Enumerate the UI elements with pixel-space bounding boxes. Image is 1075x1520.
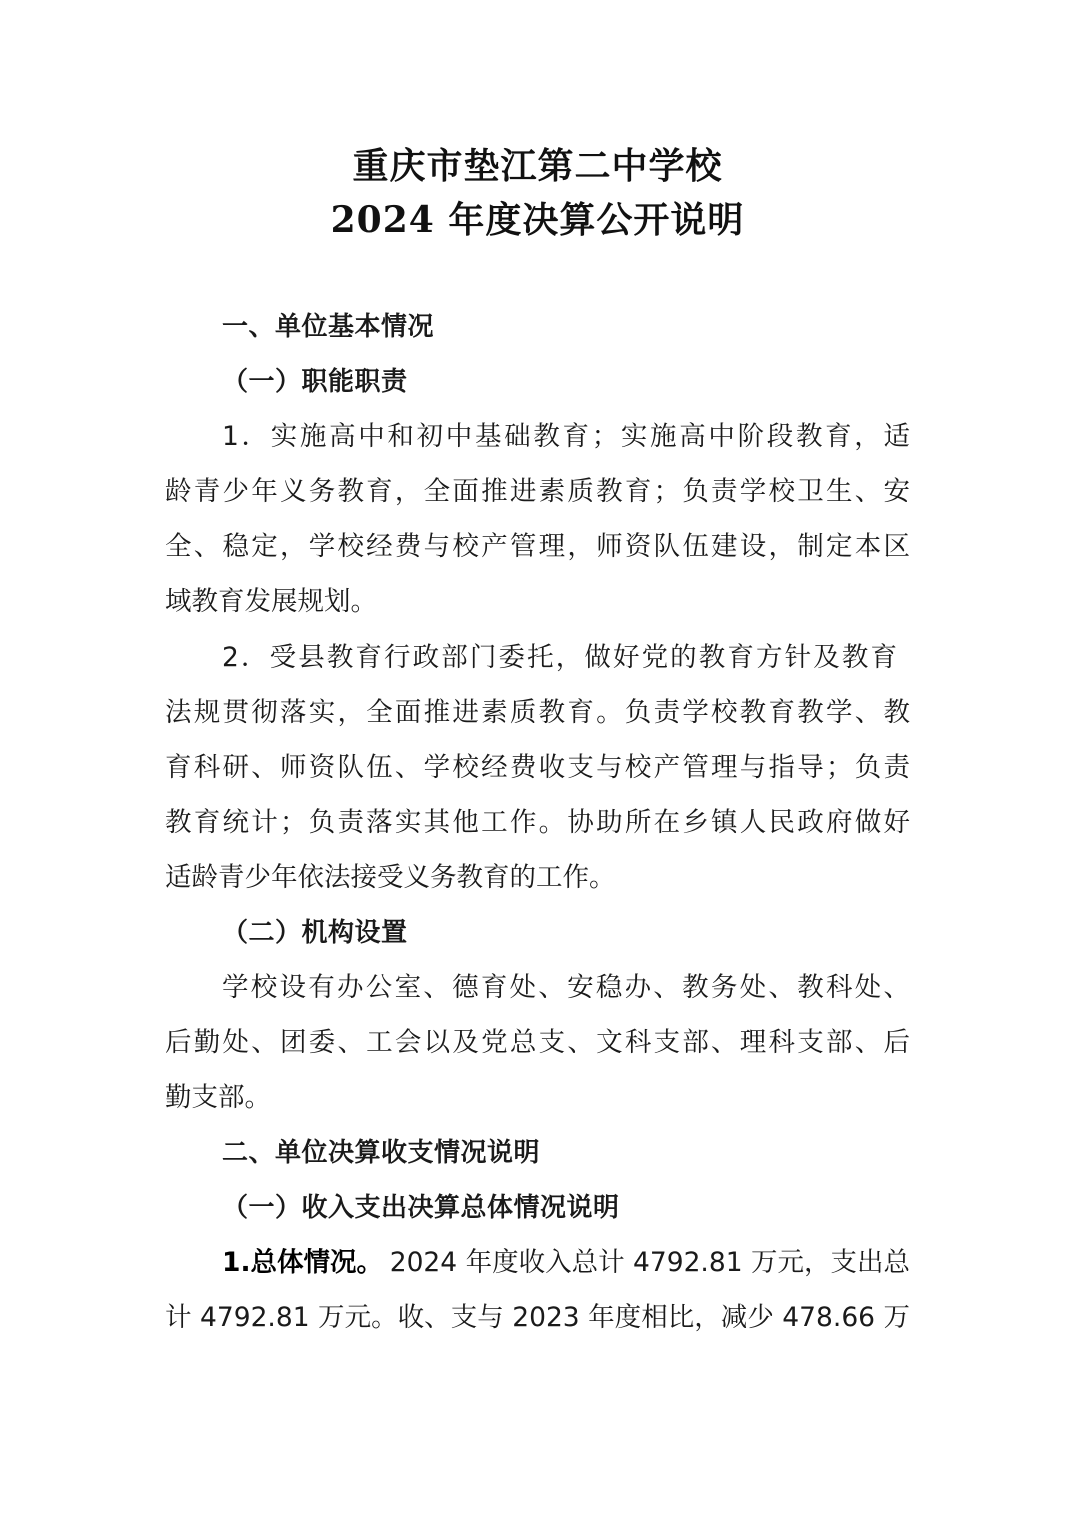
para3-line3: 勤支部。: [165, 1082, 271, 1113]
document-title-line-2: 2024 年度决算公开说明: [330, 199, 745, 241]
section-heading-revenue-expenditure: 二、单位决算收支情况说明: [222, 1138, 541, 1168]
para4-lead: 1.总体情况。: [222, 1247, 384, 1278]
para1-line4: 域教育发展规划。: [165, 586, 377, 617]
para1-line3: 全、稳定，学校经费与校产管理，师资队伍建设，制定本区: [165, 531, 910, 562]
para2-line4: 教育统计；负责落实其他工作。协助所在乡镇人民政府做好: [165, 807, 910, 838]
section-heading-unit-basics: 一、单位基本情况: [222, 312, 435, 342]
para3-line1: 学校设有办公室、德育处、安稳办、教务处、教科处、: [222, 972, 910, 1003]
para2-line3: 育科研、师资队伍、学校经费收支与校产管理与指导；负责: [165, 752, 910, 783]
document-title-line-1: 重庆市垫江第二中学校: [352, 145, 723, 187]
para1-line1: 1．实施高中和初中基础教育；实施高中阶段教育，适: [222, 421, 910, 452]
para2-line2: 法规贯彻落实，全面推进素质教育。负责学校教育教学、教: [165, 697, 910, 728]
subheading-functions: （一）职能职责: [222, 367, 408, 397]
para2-line1: 2．受县教育行政部门委托，做好党的教育方针及教育: [222, 642, 897, 673]
para4-line1: [222, 1245, 910, 1281]
para4-line2: 计 4792.81 万元。收、支与 2023 年度相比，减少 478.66 万: [165, 1302, 910, 1333]
para3-line2: 后勤处、团委、工会以及党总支、文科支部、理科支部、后: [165, 1027, 910, 1058]
para2-line5: 适龄青少年依法接受义务教育的工作。: [165, 862, 616, 893]
para1-line2: 龄青少年义务教育，全面推进素质教育；负责学校卫生、安: [165, 476, 910, 507]
subheading-overall-summary: （一）收入支出决算总体情况说明: [222, 1193, 620, 1223]
para4-line1-rest: 2024 年度收入总计 4792.81 万元，支出总: [389, 1247, 910, 1278]
subheading-organization: （二）机构设置: [222, 918, 408, 948]
